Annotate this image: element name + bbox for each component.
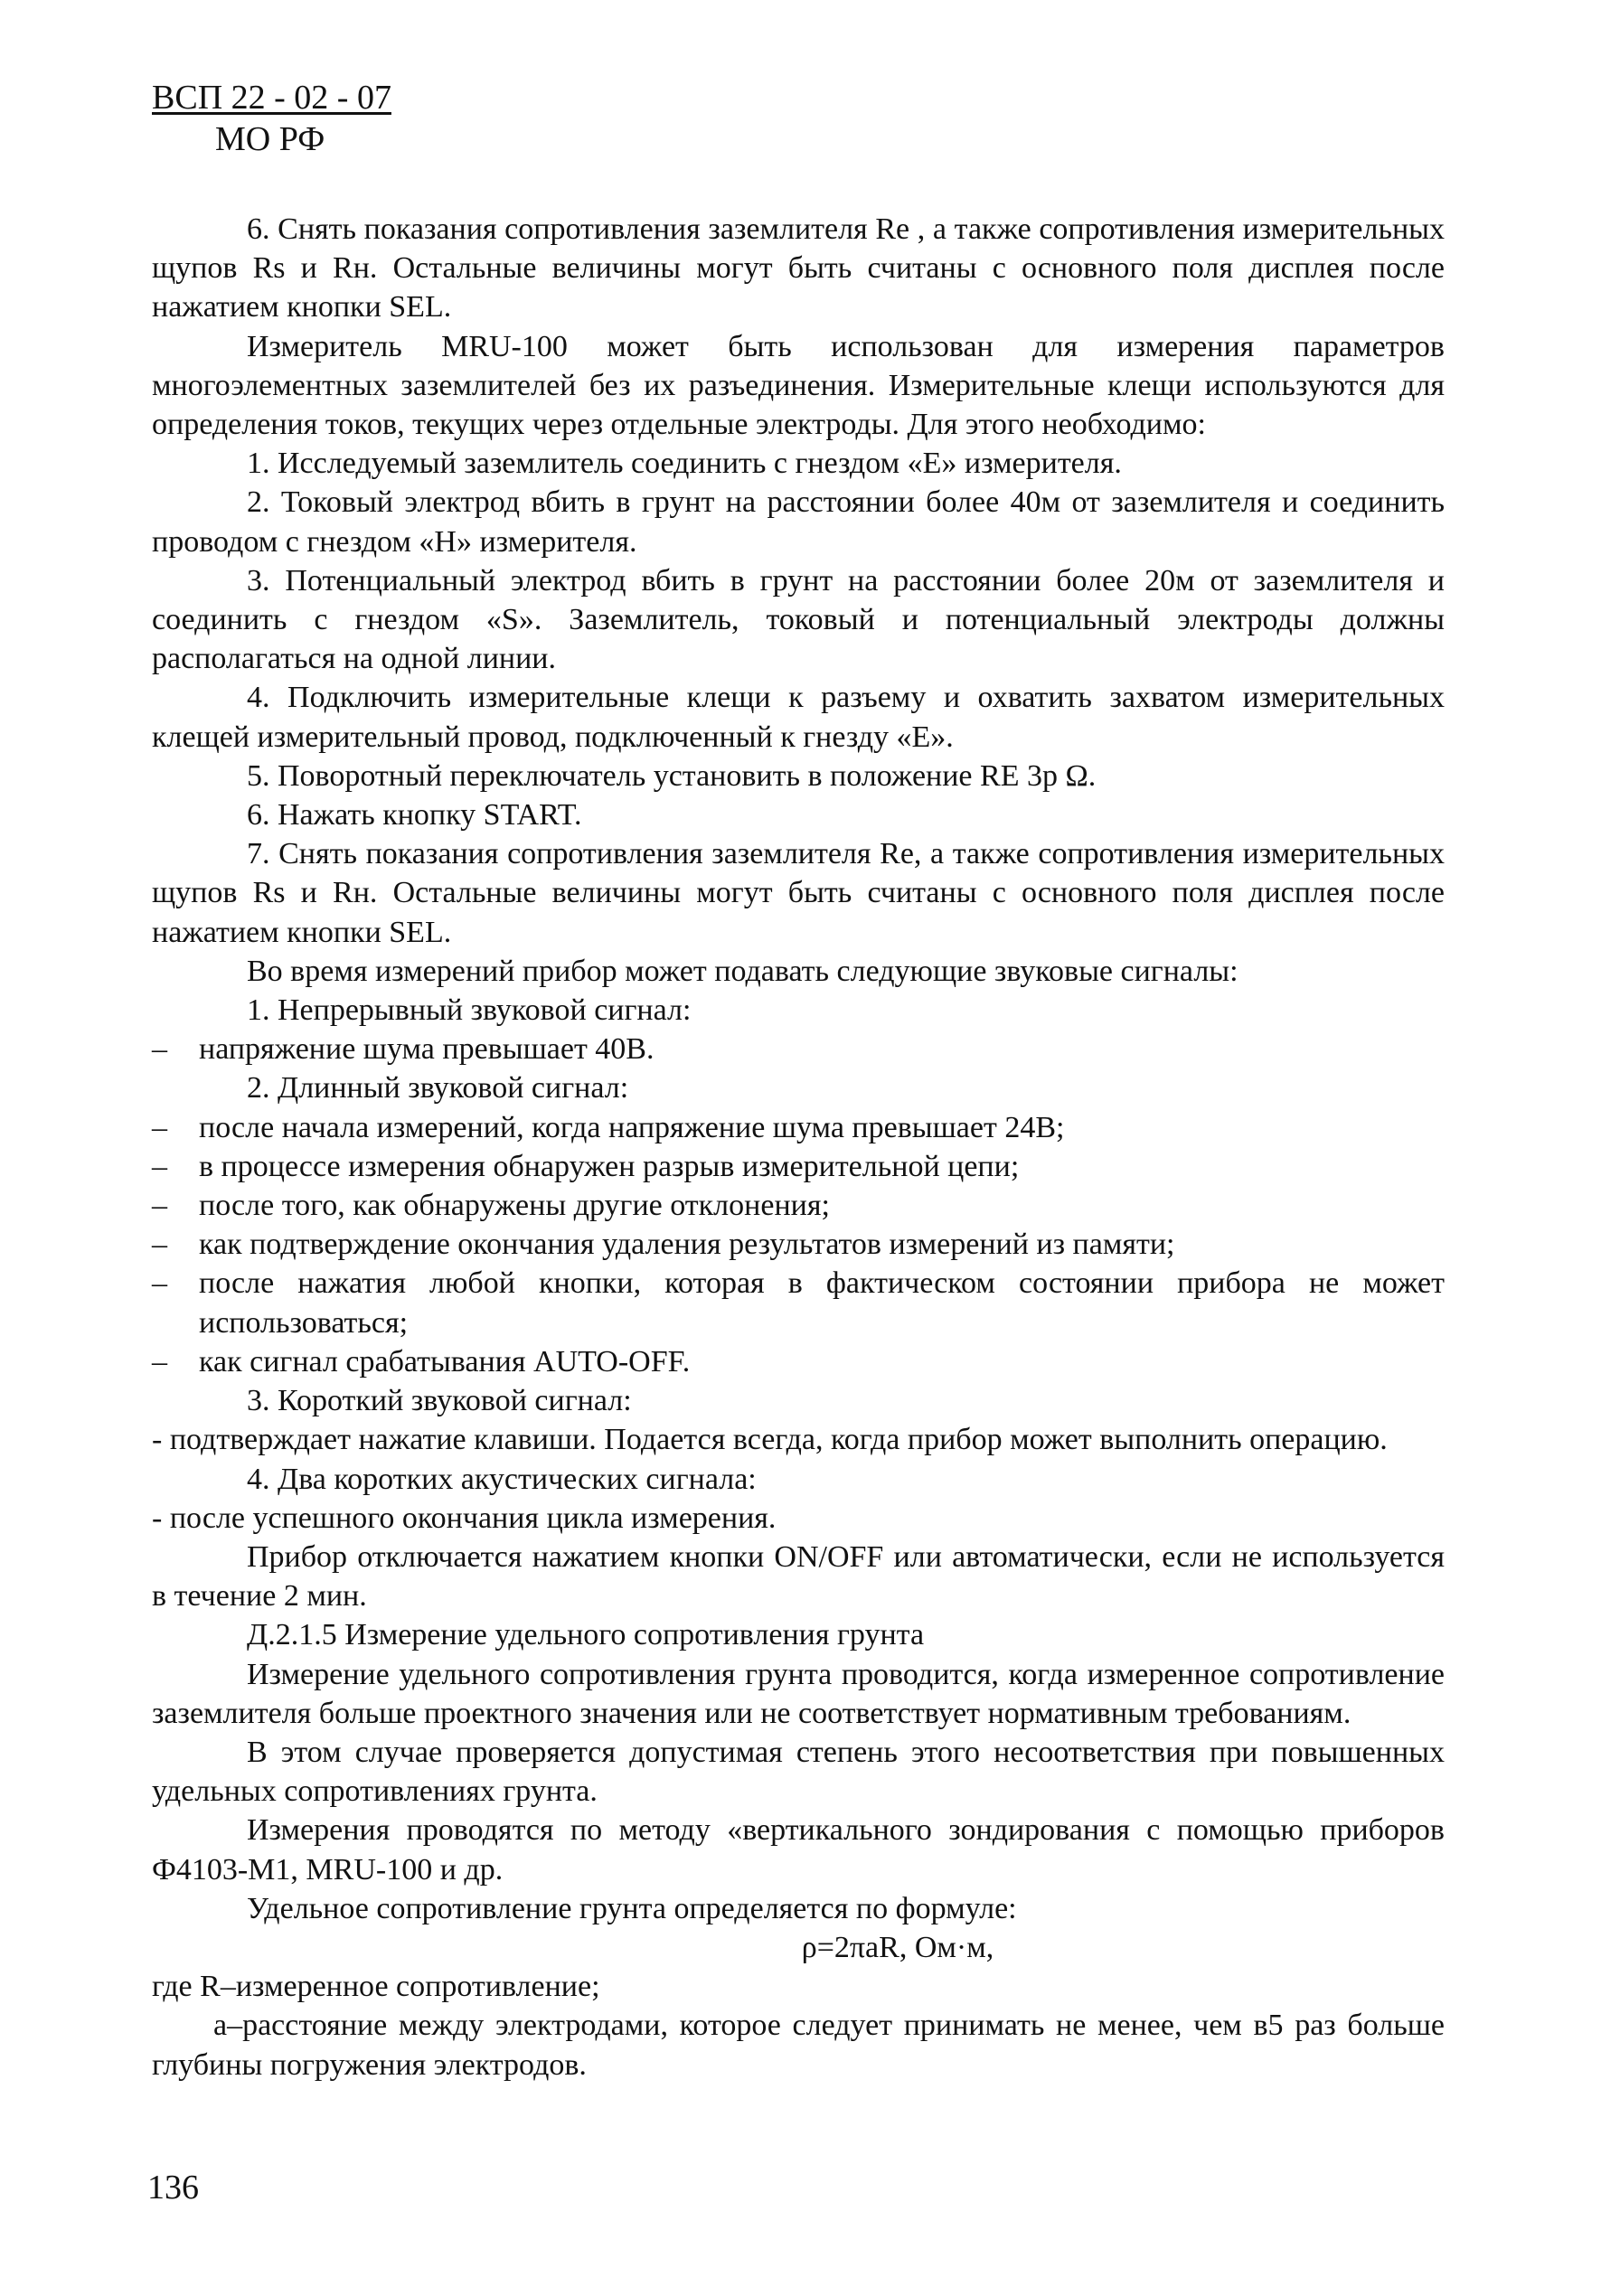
paragraph-auto-off: Прибор отключается нажатием кнопки ON/OFF или автоматически, если не используется в течение 2 мин.: [152, 1539, 1445, 1614]
paragraph-section-2: В этом случае проверяется допустимая степень этого несоответствия при повышенных удельных сопротивлениях грунта.: [152, 1735, 1445, 1809]
paragraph-step-1: 1. Исследуемый заземлитель соединить с гнездом «E» измерителя.: [247, 447, 1122, 481]
list-dash: –: [152, 1149, 167, 1183]
paragraph-step-6: 6. Снять показания сопротивления заземлителя Re , а также сопротивления измерительных щупов Rs и Rн. Остальные величины могут быть считаны с основного поля дисплея после нажатием кнопки SEL.: [152, 212, 1445, 325]
list-item: [152, 1030, 1445, 1068]
paragraph-where-r: где R–измеренное сопротивление;: [152, 1970, 600, 2004]
list-dash: –: [152, 1110, 167, 1144]
document-body: [152, 210, 1445, 2084]
list-item: [152, 1225, 1445, 1264]
paragraph-long-signal-title: 2. Длинный звуковой сигнал:: [247, 1071, 629, 1106]
paragraph-short-signal-text: - подтверждает нажатие клавиши. Подается всегда, когда прибор может выполнить операцию.: [152, 1423, 1388, 1457]
list-item-text: в процессе измерения обнаружен разрыв измерительной цепи;: [199, 1149, 1020, 1183]
list-item-text: напряжение шума превышает 40В.: [199, 1032, 655, 1067]
organization-label: МО РФ: [215, 119, 325, 158]
paragraph-mru100-intro: Измеритель MRU-100 может быть использован для измерения параметров многоэлементных заземлителей без их разъединения. Измерительные клещи используются для определения токов, текущих через отдельные электроды. Для этого необходимо:: [152, 329, 1445, 442]
list-item: [152, 1264, 1445, 1341]
document-header: [152, 78, 391, 160]
list-item: [152, 1342, 1445, 1381]
paragraph-step-5: 5. Поворотный переключатель установить в положение RE 3р Ω.: [247, 758, 1097, 793]
list-item-text: после того, как обнаружены другие отклонения;: [199, 1189, 830, 1223]
paragraph-section-1: Измерение удельного сопротивления грунта проводится, когда измеренное сопротивление заземлителя больше проектного значения или не соответствует нормативным требованиям.: [152, 1657, 1445, 1730]
paragraph-where-a: а–расстояние между электродами, которое следует принимать не менее, чем в5 раз больше глубины погружения электродов.: [152, 2009, 1445, 2082]
formula: ρ=2πaR, Ом·м,: [801, 1930, 994, 1964]
paragraph-step-2: 2. Токовый электрод вбить в грунт на расстоянии более 40м от заземлителя и соединить проводом с гнездом «H» измерителя.: [152, 485, 1445, 559]
paragraph-continuous-signal-title: 1. Непрерывный звуковой сигнал:: [247, 993, 692, 1028]
paragraph-two-short-text: - после успешного окончания цикла измерения.: [152, 1501, 777, 1535]
list-item-text: после начала измерений, когда напряжение шума превышает 24В;: [199, 1110, 1065, 1144]
paragraph-step-3: 3. Потенциальный электрод вбить в грунт на расстоянии более 20м от заземлителя и соединить с гнездом «S». Заземлитель, токовый и потенциальный электроды должны располагаться на одной линии.: [152, 563, 1445, 676]
list-item-text: после нажатия любой кнопки, которая в фактическом состоянии прибора не может использоваться;: [199, 1266, 1445, 1340]
list-dash: –: [152, 1032, 167, 1067]
standard-code: ВСП 22 - 02 - 07: [152, 79, 391, 117]
list-dash: –: [152, 1189, 167, 1223]
list-item: [152, 1147, 1445, 1186]
paragraph-step-4: 4. Подключить измерительные клещи к разъему и охватить захватом измерительных клещей измерительный провод, подключенный к гнезду «E».: [152, 681, 1445, 754]
list-dash: –: [152, 1266, 167, 1301]
list-dash: –: [152, 1228, 167, 1262]
list-item-text: как подтверждение окончания удаления результатов измерений из памяти;: [199, 1228, 1175, 1262]
paragraph-step-7: 7. Снять показания сопротивления заземлителя Re, а также сопротивления измерительных щупов Rs и Rн. Остальные величины могут быть считаны с основного поля дисплея после нажатием кнопки SEL.: [152, 837, 1445, 949]
paragraph-section-3: Измерения проводятся по методу «вертикального зондирования с помощью приборов Ф4103-М1, MRU-100 и др.: [152, 1813, 1445, 1887]
paragraph-signals-intro: Во время измерений прибор может подавать следующие звуковые сигналы:: [247, 954, 1238, 988]
paragraph-section-4: Удельное сопротивление грунта определяется по формуле:: [247, 1891, 1017, 1925]
list-item: [152, 1108, 1445, 1147]
paragraph-two-short-title: 4. Два коротких акустических сигнала:: [247, 1462, 757, 1496]
section-heading: Д.2.1.5 Измерение удельного сопротивления грунта: [247, 1618, 925, 1652]
list-item-text: как сигнал срабатывания AUTO-OFF.: [199, 1344, 691, 1379]
list-item: [152, 1186, 1445, 1225]
paragraph-step-6b: 6. Нажать кнопку START.: [247, 798, 582, 833]
paragraph-short-signal-title: 3. Короткий звуковой сигнал:: [247, 1384, 632, 1418]
page-number: 136: [147, 2169, 199, 2207]
list-dash: –: [152, 1344, 167, 1379]
